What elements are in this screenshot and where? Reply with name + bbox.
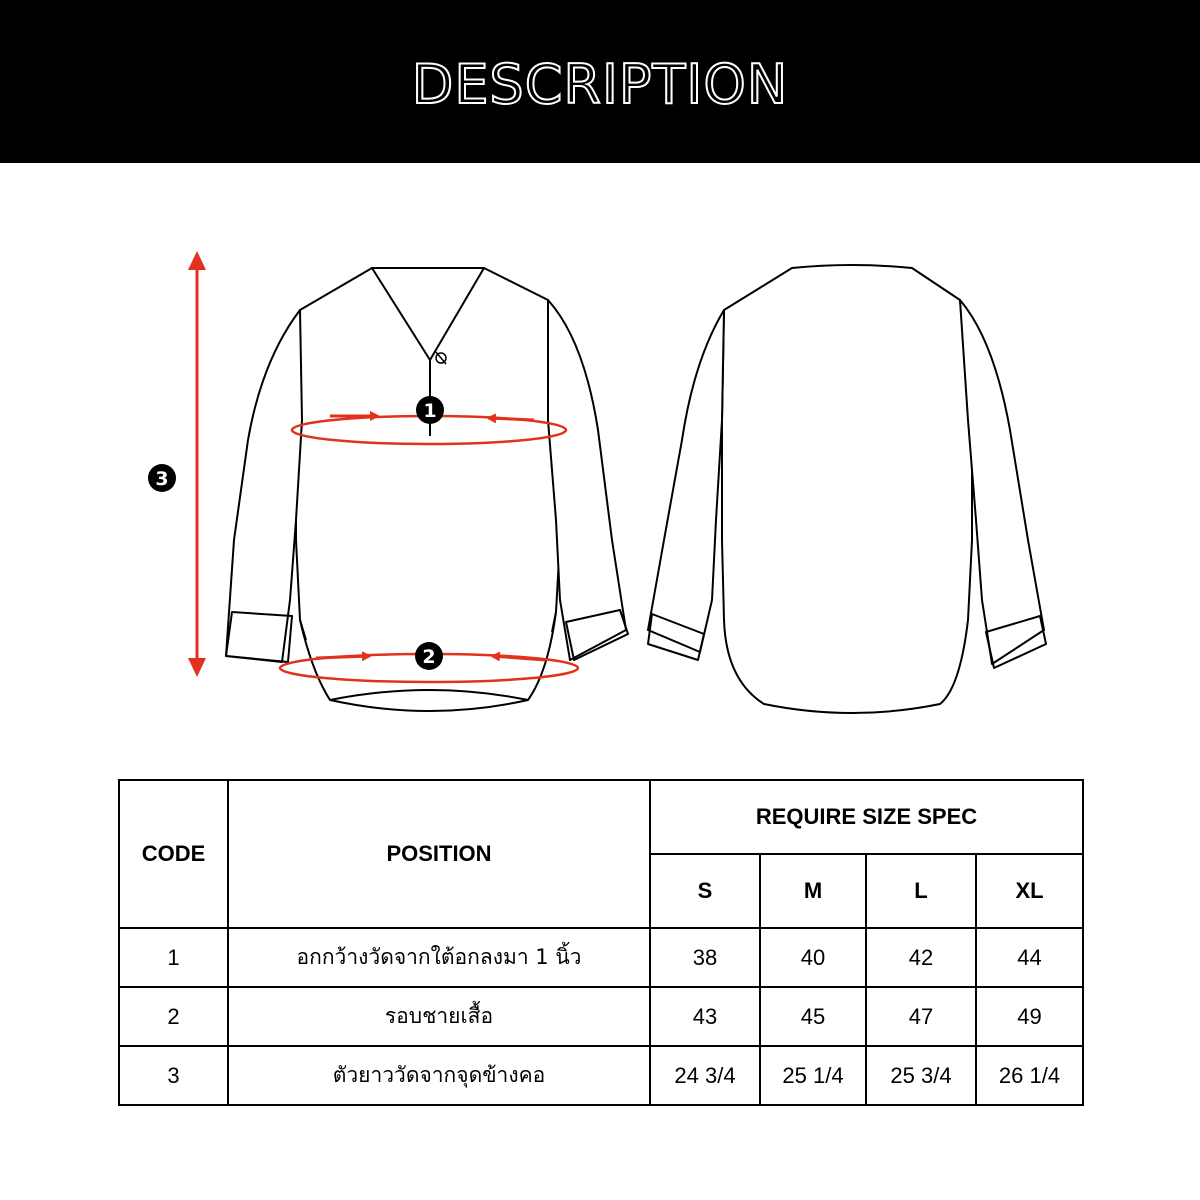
code-header: CODE — [119, 780, 228, 928]
position-header: POSITION — [228, 780, 650, 928]
table-row — [119, 1046, 1083, 1105]
table-row — [119, 987, 1083, 1046]
button-icon — [436, 352, 446, 364]
svg-text:1: 1 — [423, 400, 437, 422]
length-measurement — [188, 251, 206, 677]
row-value-l: 42 — [866, 928, 976, 987]
row-value-m: 25 1/4 — [760, 1046, 866, 1105]
svg-text:3: 3 — [155, 468, 169, 490]
row-value-xl: 44 — [976, 928, 1083, 987]
row-value-l: 47 — [866, 987, 976, 1046]
row-value-m: 40 — [760, 928, 866, 987]
shirt-illustration — [0, 163, 1200, 763]
row-value-s: 43 — [650, 987, 760, 1046]
size-header-m: M — [760, 854, 866, 928]
row-value-m: 45 — [760, 987, 866, 1046]
row-code: 2 — [119, 987, 228, 1046]
back-shirt-drawing — [648, 265, 1046, 713]
row-position: อกกว้างวัดจากใต้อกลงมา 1 นิ้ว — [228, 928, 650, 987]
spec-header: REQUIRE SIZE SPEC — [650, 780, 1083, 854]
marker-2 — [415, 642, 443, 670]
row-code: 1 — [119, 928, 228, 987]
marker-3 — [148, 464, 176, 492]
row-value-s: 38 — [650, 928, 760, 987]
row-position: ตัวยาววัดจากจุดข้างคอ — [228, 1046, 650, 1105]
marker-1 — [416, 396, 444, 424]
size-header-s: S — [650, 854, 760, 928]
size-spec-table — [118, 779, 1084, 1106]
header-bar — [0, 0, 1200, 163]
size-header-l: L — [866, 854, 976, 928]
row-position: รอบชายเสื้อ — [228, 987, 650, 1046]
row-value-s: 24 3/4 — [650, 1046, 760, 1105]
row-value-xl: 26 1/4 — [976, 1046, 1083, 1105]
size-header-xl: XL — [976, 854, 1083, 928]
row-code: 3 — [119, 1046, 228, 1105]
row-value-xl: 49 — [976, 987, 1083, 1046]
svg-text:2: 2 — [422, 646, 436, 668]
table-header-row — [119, 780, 1083, 854]
row-value-l: 25 3/4 — [866, 1046, 976, 1105]
table-row — [119, 928, 1083, 987]
page-title: DESCRIPTION — [411, 53, 789, 116]
